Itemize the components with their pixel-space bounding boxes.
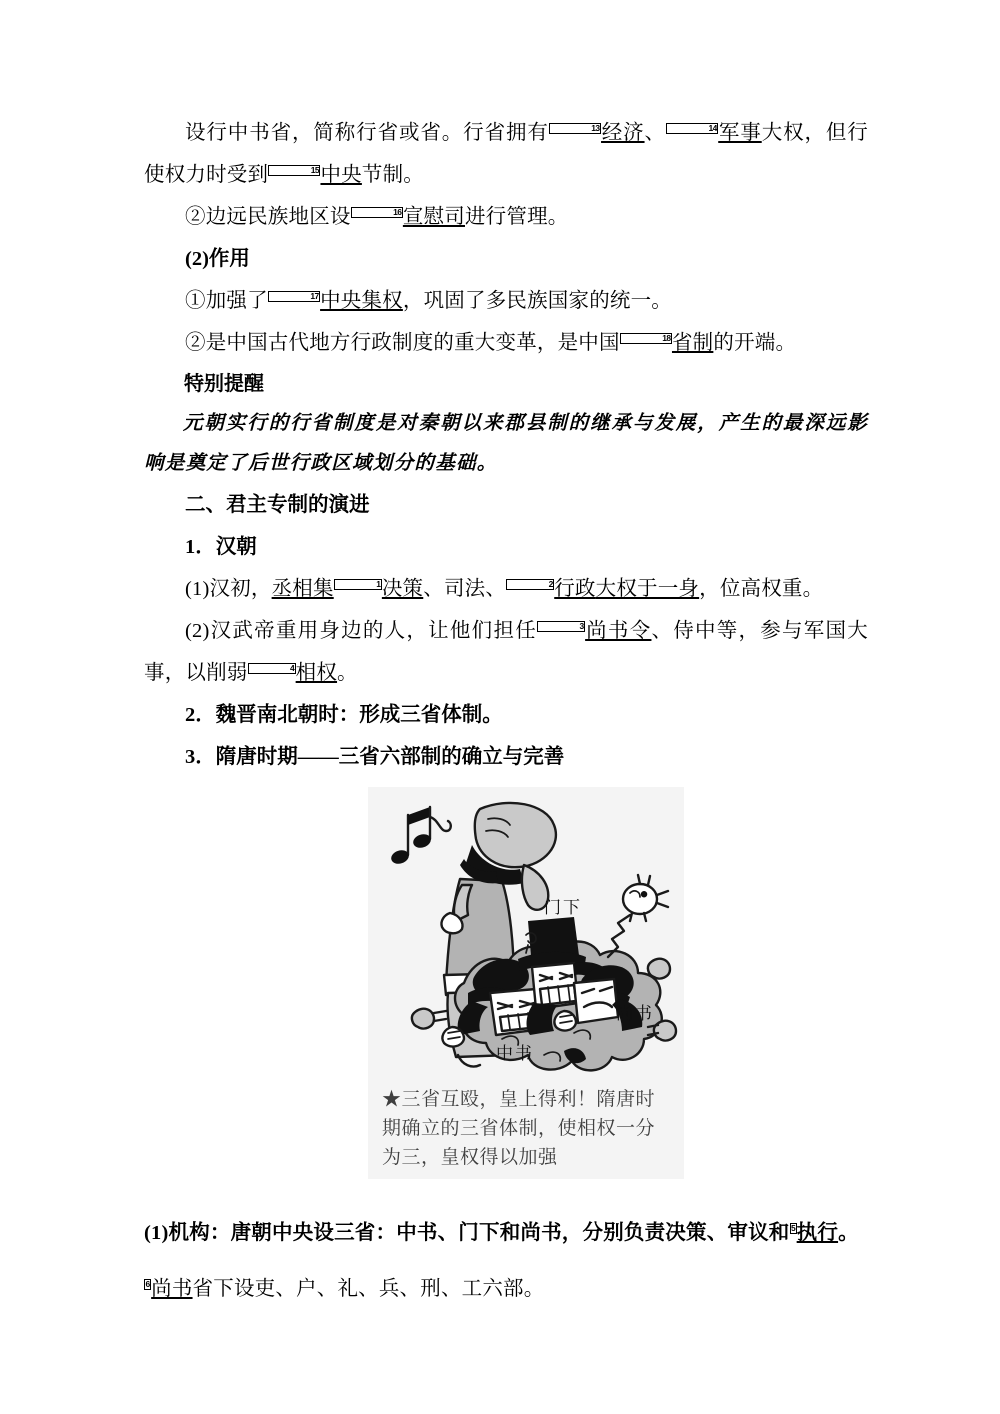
ref-marker-16: 16	[351, 207, 403, 218]
answer-chengxiangji-juece	[272, 578, 424, 600]
answer-junshi-text: 军事	[718, 122, 762, 144]
answer-shangshu	[144, 1278, 193, 1300]
answer-zhongyangjiquan-text: 中央集权	[320, 290, 403, 312]
answer-zhixing-text: 执行	[796, 1222, 839, 1244]
paragraph-shengzhi-kaiduan	[144, 322, 868, 364]
item1b-mid: 、侍中等，参与军国大事，以削弱	[144, 620, 868, 684]
afterfig-b-tail: 省下设吏、户、礼、兵、刑、工六部。	[192, 1278, 545, 1300]
label-shangshu: 尚书	[616, 1004, 654, 1023]
figure-three-departments	[368, 787, 684, 1179]
para5-lead: ②是中国古代地方行政制度的重大变革，是中国	[185, 332, 620, 354]
answer-xuanweisi	[351, 206, 465, 228]
tip-title: 特别提醒	[184, 373, 264, 395]
answer-xingzheng	[506, 578, 699, 600]
answer-shangshu-text: 尚书	[151, 1278, 193, 1300]
answer-shangshuling	[537, 620, 651, 642]
answer-zhongyangjiquan	[268, 290, 403, 312]
ref-marker-4: 4	[248, 663, 296, 674]
item1a-tail: ，位高权重。	[699, 578, 824, 600]
label-menxia: 门下	[544, 898, 582, 917]
paragraph-xingsheng-powers	[144, 112, 868, 196]
ref-marker-14: 14	[666, 123, 718, 134]
para4-tail: ，巩固了多民族国家的统一。	[402, 290, 672, 312]
answer-xingzheng-text: 行政	[554, 578, 596, 600]
paragraph-xuanweisi	[144, 196, 868, 238]
flying-bird-icon	[608, 875, 668, 957]
section-heading-junzhuzhuanzhi: 二、君主专制的演进	[185, 494, 370, 516]
answer-juece-text: 决策	[381, 578, 424, 600]
answer-xiangquan	[248, 662, 338, 684]
answer-jingji	[549, 122, 645, 144]
afterfig-a-lead: (1)机构：唐朝中央设三省：中书、门下和尚书，分别负责决策、审议和	[144, 1222, 790, 1244]
item1a-lead: (1)汉初，	[185, 578, 272, 600]
ref-marker-5: 5	[791, 1223, 796, 1233]
ref-marker-18: 18	[620, 333, 672, 344]
ref-marker-13: 13	[549, 123, 601, 134]
para2-lead: ②边远民族地区设	[185, 206, 351, 228]
answer-zhongyang-text: 中央	[320, 164, 362, 186]
para5-tail: 的开端。	[713, 332, 797, 354]
paragraph-hanwudi-shangshuling	[144, 610, 868, 694]
answer-shengzhi	[620, 332, 714, 354]
ref-marker-2: 2	[506, 579, 554, 590]
item1b-tail: 。	[337, 662, 358, 684]
answer-xuanweisi-text: 宣慰司	[402, 206, 465, 228]
ref-marker-17: 17	[268, 291, 320, 302]
paragraph-jigou-sansheng	[144, 1212, 868, 1254]
paragraph-shangshusheng-liubu	[144, 1268, 868, 1310]
ref-marker-1: 1	[334, 579, 382, 590]
document-body	[144, 112, 868, 778]
para2-tail: 进行管理。	[464, 206, 569, 228]
item-heading-weijin: 2．魏晋南北朝时：形成三省体制。	[185, 704, 503, 726]
ref-marker-6: 6	[145, 1279, 150, 1289]
answer-zhongyang	[268, 164, 362, 186]
answer-junshi	[666, 122, 762, 144]
item1b-lead: (2)汉武帝重用身边的人，让他们担任	[185, 620, 537, 642]
answer-shangshuling-text: 尚书令	[585, 620, 652, 642]
tip-body: 元朝实行的行省制度是对秦朝以来郡县制的继承与发展，产生的最深远影响是奠定了后世行政区域划分的基础。	[144, 413, 868, 474]
paragraph-jiaqiang-zhongyangjiquan	[144, 280, 868, 322]
answer-xiangquan-text: 相权	[295, 662, 338, 684]
cartoon-illustration	[368, 787, 684, 1087]
answer-jingji-text: 经济	[601, 122, 645, 144]
answer-zhixing	[790, 1222, 839, 1244]
afterfig-a-tail: 。	[838, 1222, 859, 1244]
para1-lead: 设行中书省，简称行省或省。行省拥有	[185, 122, 549, 144]
para1-sep-a: 、	[644, 122, 666, 144]
para4-lead: ①加强了	[185, 290, 268, 312]
item1a-tailans: 大权于一身	[595, 578, 700, 600]
item1a-sep: 、司法、	[423, 578, 507, 600]
answer-shengzhi-text: 省制	[671, 332, 714, 354]
item-heading-suitang: 3．隋唐时期——三省六部制的确立与完善	[185, 746, 565, 768]
label-zhongshu: 中书	[496, 1044, 534, 1063]
figure-caption: ★三省互殴，皇上得利！隋唐时期确立的三省体制，使相权一分为三，皇权得以加强	[382, 1089, 656, 1168]
item-heading-hanchao: 1．汉朝	[185, 536, 257, 558]
heading-zuoyong: (2)作用	[185, 248, 250, 270]
para1-mid: 大权，但行使权力时受到	[144, 122, 869, 186]
ref-marker-15: 15	[268, 165, 320, 176]
music-note-icon	[389, 807, 450, 866]
para1-tail: 节制。	[361, 164, 424, 186]
paragraph-hanchu-chengxiang	[144, 568, 868, 610]
item1a-anspre: 丞相集	[271, 578, 334, 600]
ref-marker-3: 3	[537, 621, 585, 632]
document-body-after-figure	[144, 1212, 868, 1310]
